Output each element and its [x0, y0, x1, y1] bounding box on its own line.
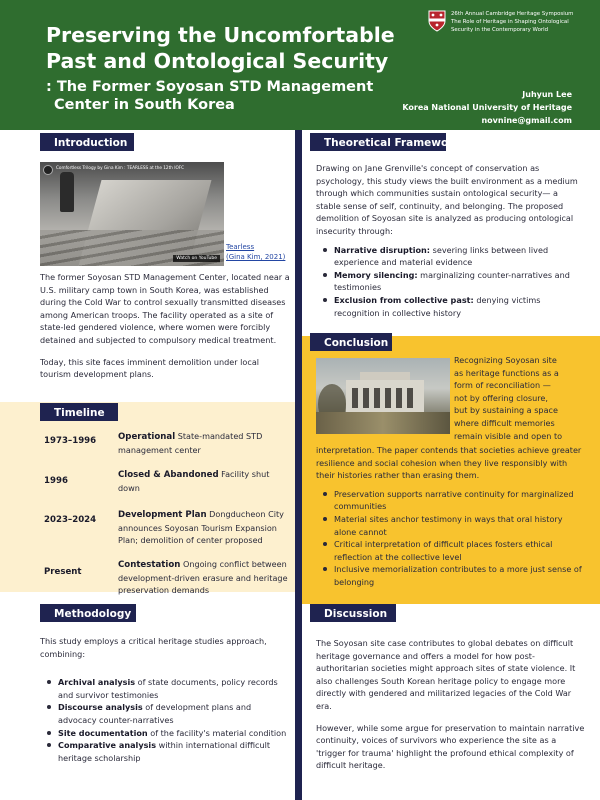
list-item-bold: Archival analysis — [58, 677, 136, 688]
list-item: Material sites anchor testimony in ways that oral history alone cannot — [322, 513, 586, 538]
timeline-heading: Timeline — [40, 403, 118, 421]
list-item-text: severing links between lived experience and material evidence — [334, 244, 549, 268]
list-item: Inclusive memorialization contributes to a more just sense of belonging — [322, 563, 586, 588]
timeline-year: 2023–2024 — [44, 515, 97, 525]
list-item — [46, 727, 290, 740]
video-title: Comfortless Trilogy by Gina Kim : TEARLESS at the 12th IOFC — [56, 165, 185, 170]
conclusion-line: form of reconciliation — — [454, 380, 551, 391]
conclusion-heading: Conclusion — [310, 333, 392, 351]
left-column — [0, 130, 295, 800]
video-caption-link[interactable] — [226, 242, 286, 262]
video-embed[interactable] — [40, 162, 224, 266]
right-column — [302, 130, 600, 800]
caption-line-1: Tearless — [226, 243, 255, 251]
list-item-bold: Memory silencing: — [334, 269, 418, 280]
column-divider — [295, 130, 302, 800]
timeline-event-title: Contestation — [118, 560, 181, 570]
list-item-bold: Exclusion from collective past: — [334, 294, 474, 305]
timeline-event-title: Development Plan — [118, 510, 207, 520]
introduction-heading: Introduction — [40, 133, 134, 151]
list-item — [322, 294, 582, 319]
list-item-text: of development plans and advocacy counter-narratives — [58, 702, 252, 725]
channel-avatar-icon — [43, 165, 53, 175]
list-item-text: marginalizing counter-narratives and testimonies — [334, 269, 570, 293]
photo-ground-shape — [316, 412, 450, 434]
methodology-list — [46, 676, 290, 764]
list-item-text: of the facility's material condition — [147, 727, 287, 738]
author-name: Juhyun Lee — [522, 90, 572, 99]
timeline-year: 1973–1996 — [44, 436, 97, 446]
subtitle-line-2: Center in South Korea — [54, 97, 235, 113]
timeline-description — [118, 508, 290, 547]
list-item — [46, 676, 290, 701]
list-item: Critical interpretation of difficult places fosters ethical reflection at the collective level — [322, 538, 586, 563]
timeline-event-title: Operational — [118, 432, 176, 442]
timeline-year: 1996 — [44, 476, 68, 486]
list-item-text: denying victims recognition in collective history — [334, 294, 541, 318]
introduction-text — [40, 271, 292, 381]
methodology-text — [40, 635, 290, 764]
list-item: Preservation supports narrative continuity for marginalized communities — [322, 488, 586, 513]
timeline-event-text: State-mandated STD management center — [118, 431, 263, 455]
discussion-heading: Discussion — [310, 604, 396, 622]
theoretical-paragraph: Drawing on Jane Grenville's concept of conservation as psychology, this study views the built environment as a medium through which communities sustain ontological security— a stable sense of self, continuity, and belonging. The proposed demolition of Soyosan site is analyzed as producing ontological insecurity through: — [316, 163, 578, 236]
conclusion-line: Recognizing Soyosan site — [454, 355, 557, 365]
photo-building-shape — [346, 380, 424, 414]
symposium-line-1: 26th Annual Cambridge Heritage Symposium — [451, 11, 574, 17]
conclusion-text — [316, 444, 586, 589]
conclusion-line: where difficult memories — [454, 417, 555, 428]
list-item — [322, 269, 582, 294]
conclusion-line: not by offering closure, — [454, 392, 548, 403]
list-item-bold: Site documentation — [58, 727, 148, 738]
timeline-description — [118, 468, 290, 494]
discussion-text — [316, 637, 586, 772]
caption-line-2: (Gina Kim, 2021) — [226, 253, 286, 261]
conclusion-paragraph: interpretation. The paper contends that societies achieve greater resilience and social cohesion when they live responsibly with their histories rather than erasing them. — [316, 445, 582, 481]
conclusion-line: but by sustaining a space — [454, 405, 558, 416]
timeline-event-text: Facility shut down — [118, 469, 270, 493]
timeline-event-text: Ongoing conflict between development-driven erasure and heritage preservation demands — [118, 559, 288, 596]
author-email[interactable]: novnine@gmail.com — [481, 116, 572, 125]
timeline-year: Present — [44, 567, 82, 577]
university-crest-icon — [428, 10, 446, 32]
subtitle-line-1: : The Former Soyosan STD Management — [46, 79, 374, 95]
timeline-description — [118, 558, 290, 597]
title-line-1: Preserving the Uncomfortable — [46, 23, 395, 47]
conclusion-line: remain visible and open to — [454, 430, 563, 441]
timeline-event-text: Dongducheon City announces Soyosan Tourism Expansion Plan; demolition of center proposed — [118, 509, 284, 546]
author-affiliation: Korea National University of Heritage — [402, 103, 572, 112]
timeline-description — [118, 430, 290, 456]
list-item-bold: Comparative analysis — [58, 740, 157, 751]
timeline-event-title: Closed & Abandoned — [118, 470, 219, 480]
methodology-heading: Methodology — [40, 604, 136, 622]
watch-on-youtube-button[interactable]: Watch on YouTube — [173, 255, 220, 262]
list-item-bold: Discourse analysis — [58, 702, 143, 713]
conclusion-list — [322, 488, 586, 589]
conclusion-wrap-text — [454, 354, 594, 442]
methodology-intro: This study employs a critical heritage studies approach, combining: — [40, 636, 267, 659]
poster-header — [0, 0, 600, 130]
symposium-line-3: Security in the Contemporary World — [451, 27, 549, 33]
title-line-2: Past and Ontological Security — [46, 49, 389, 73]
list-item-text: of state documents, policy records and survivor testimonies — [58, 677, 278, 700]
discussion-paragraph-2: However, while some argue for preservation to maintain narrative continuity, voices of survivors who experience the site as a 'trigger for trauma' highlight the profound ethical complexity of difficult heritage. — [316, 722, 585, 771]
list-item — [322, 244, 582, 269]
symposium-line-2: The Role of Heritage in Shaping Ontological — [451, 19, 569, 25]
list-item — [46, 701, 290, 726]
theoretical-framework-heading: Theoretical Framework — [310, 133, 446, 151]
introduction-paragraph-1: The former Soyosan STD Management Center, located near a U.S. military camp town in South Korea, was established during the Cold War to control sexually transmitted diseases among American troops. The facility operated as a site of state-led gendered violence, where women were forcibly detained and subjected to compulsory medical treatment. — [40, 272, 290, 345]
conclusion-line: as heritage functions as a — [454, 367, 559, 378]
introduction-paragraph-2: Today, this site faces imminent demolition under local tourism development plans. — [40, 356, 260, 380]
list-item-text: within international difficult heritage scholarship — [58, 740, 271, 763]
symposium-info — [451, 10, 597, 34]
soyosan-site-photo — [316, 358, 450, 434]
discussion-paragraph-1: The Soyosan site case contributes to global debates on difficult heritage governance and offers a model for how post-authoritarian societies might approach sites of state violence. It also challenges South Korean heritage policy to engage more directly with gendered and militarized legacies of the Cold War era. — [316, 638, 576, 711]
video-figure-shape — [60, 172, 74, 212]
theoretical-list — [322, 244, 582, 320]
list-item — [46, 739, 290, 764]
theoretical-text — [316, 162, 582, 319]
list-item-bold: Narrative disruption: — [334, 244, 431, 255]
author-block — [402, 88, 572, 127]
